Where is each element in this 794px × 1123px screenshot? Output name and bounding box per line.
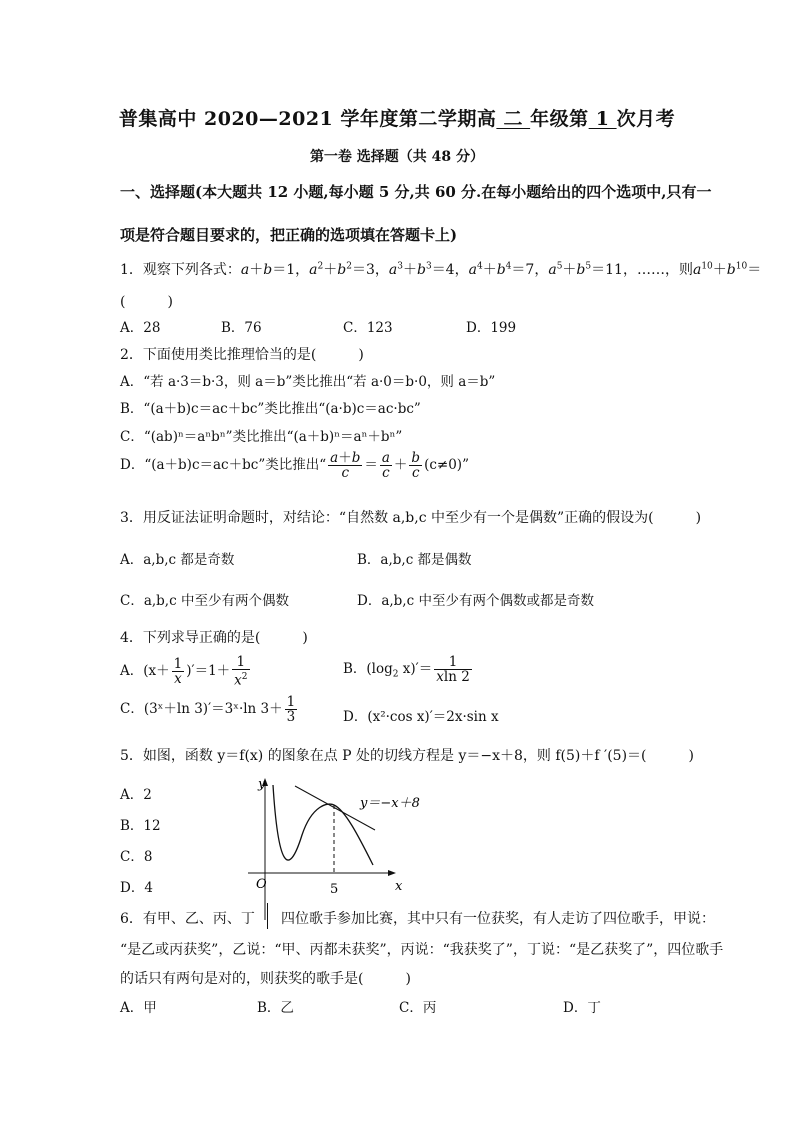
q1-formulas: a＋b＝1，$a^2+b^2=3$，$a^3+b^3=4$，$a^4+b^4=7$，$a^5+b^5=11$ <box>240 261 623 278</box>
q6-line1-b: 四位歌手参加比赛，其中只有一位获奖，有人走访了四位歌手，甲说： <box>281 911 715 927</box>
q1-blank: ( ) <box>120 294 173 310</box>
q5-option-a: A．2 <box>120 787 152 803</box>
title-part: 次月考 <box>616 108 676 130</box>
q2-option-b: B．“(a＋b)c＝ac＋bc”类比推出“(a·b)c＝ac·bc” <box>120 401 421 417</box>
fraction: $\frac{b}{c}$ <box>411 450 421 481</box>
q4-a-mid: )′＝1＋ <box>186 662 231 679</box>
question-5-stem: 5．如图，函数 y＝f(x) 的图象在点 P 处的切线方程是 y＝−x＋8，则 f(5)＋f ′(5)＝( ) <box>120 748 694 764</box>
q4-b-mid: x)′＝ <box>398 661 433 677</box>
q3-option-c: C．a,b,c 中至少有两个偶数 <box>120 593 289 609</box>
exam-subtitle: 第一卷 选择题（共 48 分） <box>309 149 485 165</box>
q1-option-a: A．28 <box>120 320 161 336</box>
fraction: $\frac{1}{x}$ <box>173 655 183 687</box>
fraction: $\frac{a}{c}$ <box>381 450 390 481</box>
q1-option-d: D．199 <box>466 320 517 336</box>
q2-d-suffix: (c≠0)” <box>424 457 469 473</box>
grade-blank: 二 <box>496 108 531 130</box>
fraction: $\frac{1}{xln 2}$ <box>436 654 470 685</box>
section-heading-line1: 一、选择题(本大题共 12 小题,每小题 5 分,共 60 分.在每小题给出的四个选项中,只有一 <box>120 183 712 201</box>
x-axis-arrow <box>388 870 396 876</box>
q4-a-prefix: A．(x＋ <box>120 662 170 679</box>
title-part: 普集高中 2020—2021 学年度第二学期高 <box>118 108 497 130</box>
q2-option-c: C．“(ab)ⁿ＝aⁿbⁿ”类比推出“(a＋b)ⁿ＝aⁿ＋bⁿ” <box>120 429 403 445</box>
tick-label-5: 5 <box>330 882 339 897</box>
q4-option-d: D．(x²·cos x)′＝2x·sin x <box>343 709 499 725</box>
tangent-label: y＝−x＋8 <box>360 796 420 811</box>
q4-option-c <box>120 695 299 724</box>
question-2-stem: 2．下面使用类比推理恰当的是( ) <box>120 347 364 363</box>
question-3-stem: 3．用反证法证明命题时，对结论：“自然数 a,b,c 中至少有一个是偶数”正确的假设为( ) <box>120 510 702 526</box>
q6-line1-a: 6．有甲、乙、丙、丁 <box>120 911 255 927</box>
q1-target: $a^{10}+b^{10}=$ <box>692 261 762 278</box>
question-1-stem <box>120 259 761 279</box>
q6-option-b: B．乙 <box>257 1000 294 1016</box>
q3-option-d: D．a,b,c 中至少有两个偶数或都是奇数 <box>357 593 594 609</box>
q6-option-a: A．甲 <box>120 1000 157 1016</box>
q1-mid: ，……，则 <box>622 262 693 278</box>
title-part: 年级第 <box>530 108 589 130</box>
exam-title <box>0 104 794 131</box>
y-axis-label: y <box>258 777 266 792</box>
nth-blank: 1 <box>588 108 617 130</box>
q6-option-c: C．丙 <box>399 1000 437 1016</box>
q4-option-a <box>120 655 252 688</box>
q4-option-b: B．($\log_2$ x)′＝ $\frac{1}{xln 2}$ <box>343 654 470 685</box>
x-axis-label: x <box>395 879 403 894</box>
q6-option-d: D．丁 <box>563 1000 601 1016</box>
section-heading-line2: 项是符合题目要求的，把正确的选项填在答题卡上) <box>120 226 458 244</box>
function-curve <box>273 785 373 865</box>
fraction: $\frac{1}{3}$ <box>286 694 296 725</box>
q4-c-text: C．(3ˣ＋ln 3)′＝3ˣ·ln 3＋ <box>120 701 283 717</box>
q1-prefix: 1．观察下列各式： <box>120 262 241 278</box>
question-6-line3: 的话只有两句是对的，则获奖的歌手是( ) <box>120 971 411 987</box>
q5-option-b: B．12 <box>120 818 161 834</box>
fraction: $\frac{1}{x^2}$ <box>234 654 248 689</box>
fraction: $\frac{a+b}{c}$ <box>330 450 361 481</box>
q2-option-d: D．“(a＋b)c＝ac＋bc”类比推出“ $\frac{a+b}{c}$ ＝ $\frac{a}{c}$ ＋ $\frac{b}{c}$ (c≠0)” <box>120 450 469 481</box>
q3-option-b: B．a,b,c 都是偶数 <box>357 552 472 568</box>
q2-d-prefix: D．“(a＋b)c＝ac＋bc”类比推出“ <box>120 457 327 473</box>
q5-option-d: D．4 <box>120 880 153 896</box>
origin-label: O <box>256 877 267 892</box>
q1-option-c: C．123 <box>343 320 393 336</box>
vertical-bar <box>267 903 268 929</box>
question-6-line1 <box>120 908 255 928</box>
question-4-stem: 4．下列求导正确的是( ) <box>120 630 308 646</box>
q4-b-prefix: B．(log <box>343 661 393 677</box>
q2-option-a: A．“若 a·3＝b·3，则 a＝b”类比推出“若 a·0＝b·0，则 a＝b” <box>120 374 496 390</box>
q5-option-c: C．8 <box>120 849 153 865</box>
question-6-line2: “是乙或丙获奖”，乙说：“甲、丙都未获奖”，丙说：“我获奖了”，丁说：“是乙获奖了”，四位歌手 <box>120 942 724 958</box>
q1-option-b: B．76 <box>221 320 262 336</box>
q3-option-a: A．a,b,c 都是奇数 <box>120 552 235 568</box>
